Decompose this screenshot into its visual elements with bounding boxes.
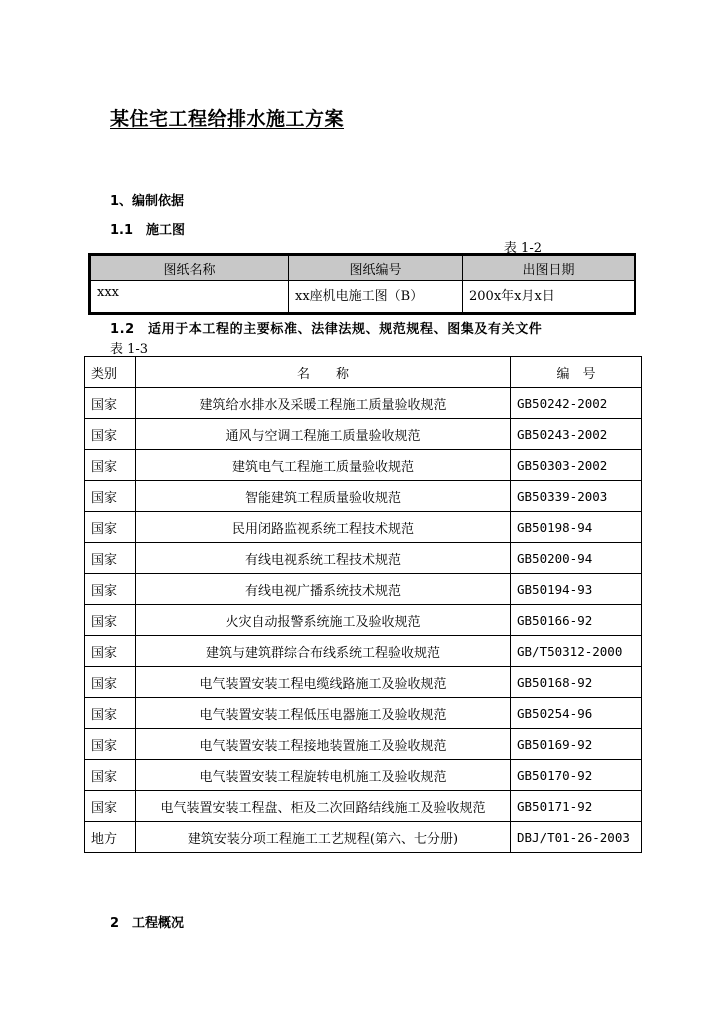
cell-name: 有线电视系统工程技术规范 <box>136 543 511 574</box>
section-heading-1: 1、编制依据 <box>110 194 185 209</box>
cell-name: 建筑与建筑群综合布线系统工程验收规范 <box>136 636 511 667</box>
cell-category: 国家 <box>85 667 136 698</box>
table-row <box>85 605 642 636</box>
document-title: 某住宅工程给排水施工方案 <box>110 108 345 130</box>
cell-category: 国家 <box>85 388 136 419</box>
table-caption-1-3: 表 1-3 <box>110 342 149 357</box>
cell-category: 地方 <box>85 822 136 853</box>
cell-category: 国家 <box>85 605 136 636</box>
cell-category: 国家 <box>85 574 136 605</box>
cell-code: GB50170-92 <box>511 760 642 791</box>
cell-category: 国家 <box>85 450 136 481</box>
table-row <box>85 450 642 481</box>
section-number: 1.1 <box>110 223 134 238</box>
cell-code: GB50303-2002 <box>511 450 642 481</box>
table-row <box>85 791 642 822</box>
table-row <box>85 636 642 667</box>
table-row <box>85 481 642 512</box>
cell-name: 建筑安装分项工程施工工艺规程(第六、七分册) <box>136 822 511 853</box>
cell-code: DBJ/T01-26-2003 <box>511 822 642 853</box>
header-name: 名 称 <box>136 357 511 388</box>
table-row <box>85 388 642 419</box>
cell-name: 智能建筑工程质量验收规范 <box>136 481 511 512</box>
cell-category: 国家 <box>85 543 136 574</box>
cell-name: 电气装置安装工程旋转电机施工及验收规范 <box>136 760 511 791</box>
cell-category: 国家 <box>85 698 136 729</box>
drawing-table <box>88 253 636 315</box>
cell-name: 电气装置安装工程盘、柜及二次回路结线施工及验收规范 <box>136 791 511 822</box>
cell-name: 民用闭路监视系统工程技术规范 <box>136 512 511 543</box>
cell-code: GB50198-94 <box>511 512 642 543</box>
table-row <box>85 822 642 853</box>
cell-name: 建筑电气工程施工质量验收规范 <box>136 450 511 481</box>
cell-name: 火灾自动报警系统施工及验收规范 <box>136 605 511 636</box>
table-header-row <box>85 357 642 388</box>
header-code: 编 号 <box>511 357 642 388</box>
table-row <box>85 698 642 729</box>
section-number: 1.2 <box>110 322 135 337</box>
header-category: 类别 <box>85 357 136 388</box>
table-caption-1-2: 表 1-2 <box>503 241 542 256</box>
table-row <box>85 667 642 698</box>
cell-name: 电气装置安装工程低压电器施工及验收规范 <box>136 698 511 729</box>
cell-drawing-name: xxx <box>91 281 289 313</box>
cell-category: 国家 <box>85 481 136 512</box>
cell-drawing-number: xx座机电施工图（B） <box>289 281 463 313</box>
cell-code: GB50168-92 <box>511 667 642 698</box>
cell-code: GB50200-94 <box>511 543 642 574</box>
cell-name: 通风与空调工程施工质量验收规范 <box>136 419 511 450</box>
cell-category: 国家 <box>85 791 136 822</box>
cell-category: 国家 <box>85 512 136 543</box>
cell-category: 国家 <box>85 760 136 791</box>
table-row <box>85 512 642 543</box>
section-text: 适用于本工程的主要标准、法律法规、规范规程、图集及有关文件 <box>148 322 543 337</box>
table-row <box>85 729 642 760</box>
cell-code: GB50254-96 <box>511 698 642 729</box>
cell-name: 电气装置安装工程电缆线路施工及验收规范 <box>136 667 511 698</box>
section-text: 施工图 <box>146 223 186 238</box>
cell-name: 建筑给水排水及采暖工程施工质量验收规范 <box>136 388 511 419</box>
cell-category: 国家 <box>85 419 136 450</box>
cell-code: GB50169-92 <box>511 729 642 760</box>
header-drawing-number: 图纸编号 <box>289 256 463 281</box>
cell-issue-date: 200x年x月x日 <box>463 281 635 313</box>
cell-name: 电气装置安装工程接地装置施工及验收规范 <box>136 729 511 760</box>
cell-code: GB50339-2003 <box>511 481 642 512</box>
section-number: 2 <box>110 916 120 931</box>
cell-code: GB50166-92 <box>511 605 642 636</box>
section-heading-1-1 <box>110 219 185 238</box>
table-row <box>91 281 635 313</box>
table-header-row <box>91 256 635 281</box>
section-heading-2 <box>110 912 184 931</box>
table-row <box>85 419 642 450</box>
table-row <box>85 574 642 605</box>
cell-category: 国家 <box>85 729 136 760</box>
cell-code: GB/T50312-2000 <box>511 636 642 667</box>
header-drawing-name: 图纸名称 <box>91 256 289 281</box>
section-text: 工程概况 <box>132 916 185 931</box>
cell-code: GB50242-2002 <box>511 388 642 419</box>
cell-code: GB50194-93 <box>511 574 642 605</box>
cell-code: GB50171-92 <box>511 791 642 822</box>
table-row <box>85 543 642 574</box>
table-row <box>85 760 642 791</box>
cell-code: GB50243-2002 <box>511 419 642 450</box>
header-issue-date: 出图日期 <box>463 256 635 281</box>
cell-category: 国家 <box>85 636 136 667</box>
cell-name: 有线电视广播系统技术规范 <box>136 574 511 605</box>
standards-table <box>84 356 641 853</box>
section-heading-1-2 <box>110 318 542 337</box>
